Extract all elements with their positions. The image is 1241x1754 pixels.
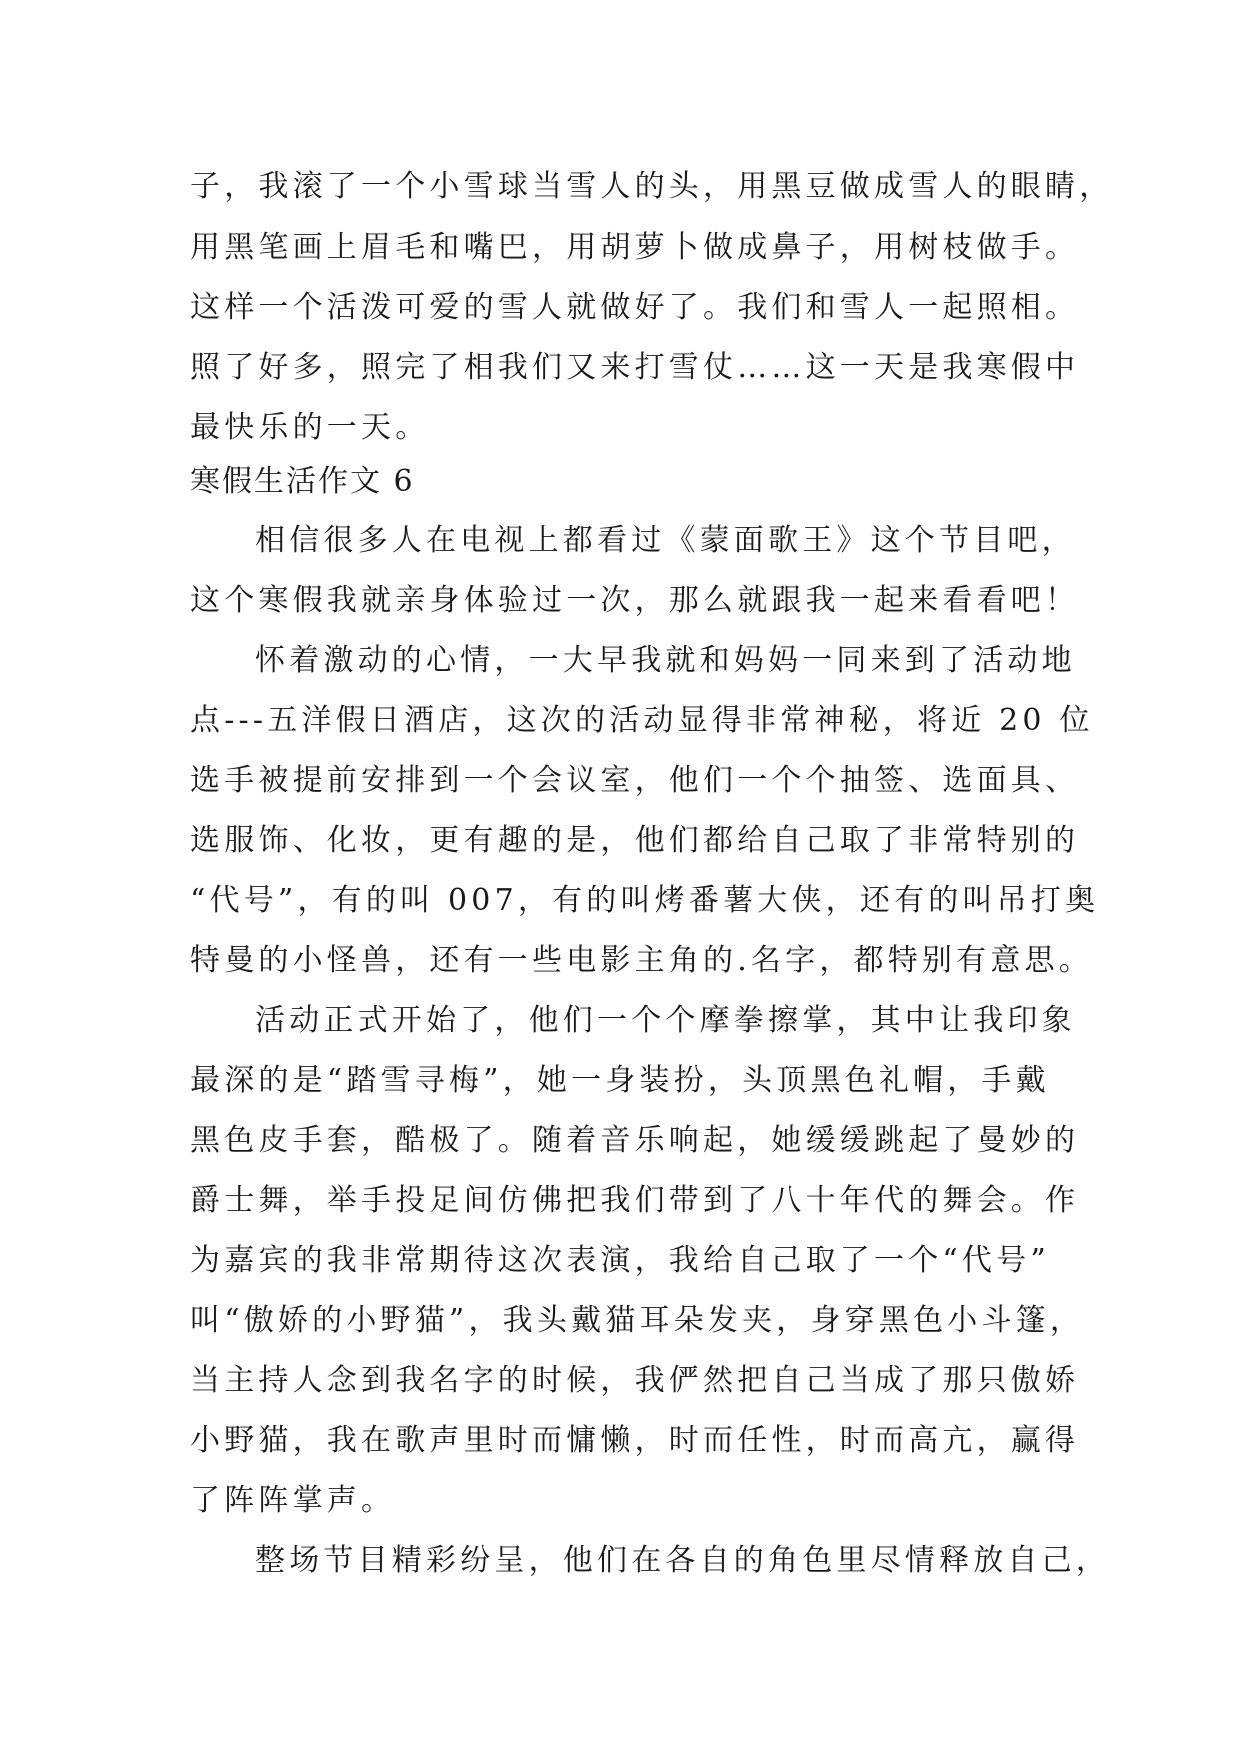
text-line: 选手被提前安排到一个会议室，他们一个个抽签、选面具、 [190, 763, 1080, 798]
text-line: 爵士舞，举手投足间仿佛把我们带到了八十年代的舞会。作 [190, 1183, 1080, 1218]
paragraph-first-line: 相信很多人在电视上都看过《蒙面歌王》这个节目吧， [255, 523, 1076, 558]
text-line: 选服饰、化妆，更有趣的是，他们都给自己取了非常特别的 [190, 823, 1080, 858]
text-line: “代号”，有的叫 007，有的叫烤番薯大侠，还有的叫吊打奥 [190, 883, 1100, 918]
text-line: 当主持人念到我名字的时候，我俨然把自己当成了那只傲娇 [190, 1363, 1080, 1398]
text-line: 特曼的小怪兽，还有一些电影主角的.名字，都特别有意思。 [190, 943, 1093, 978]
paragraph-first-line: 活动正式开始了，他们一个个摩拳擦掌，其中让我印象 [255, 1003, 1076, 1038]
text-line: 了阵阵掌声。 [190, 1483, 396, 1518]
section-heading: 寒假生活作文 6 [190, 464, 415, 499]
text-line: 最深的是“踏雪寻梅”，她一身装扮，头顶黑色礼帽，手戴 [190, 1063, 1050, 1098]
text-line: 最快乐的一天。 [190, 410, 430, 445]
text-line: 这样一个活泼可爱的雪人就做好了。我们和雪人一起照相。 [190, 290, 1080, 325]
paragraph-first-line: 整场节目精彩纷呈，他们在各自的角色里尽情释放自己， [255, 1543, 1110, 1578]
text-line: 这个寒假我就亲身体验过一次，那么就跟我一起来看看吧！ [190, 583, 1080, 618]
text-line: 黑色皮手套，酷极了。随着音乐响起，她缓缓跳起了曼妙的 [190, 1123, 1080, 1158]
text-line: 为嘉宾的我非常期待这次表演，我给自己取了一个“代号” [190, 1243, 1050, 1278]
text-line: 小野猫，我在歌声里时而慵懒，时而任性，时而高亢，赢得 [190, 1423, 1080, 1458]
text-line: 点---五洋假日酒店，这次的活动显得非常神秘，将近 20 位 [190, 703, 1094, 738]
text-line: 叫“傲娇的小野猫”，我头戴猫耳朵发夹，身穿黑色小斗篷， [190, 1303, 1085, 1338]
text-line: 用黑笔画上眉毛和嘴巴，用胡萝卜做成鼻子，用树枝做手。 [190, 230, 1080, 265]
text-line: 子，我滚了一个小雪球当雪人的头，用黑豆做成雪人的眼睛， [190, 169, 1114, 204]
text-line: 照了好多，照完了相我们又来打雪仗……这一天是我寒假中 [190, 350, 1080, 385]
paragraph-first-line: 怀着激动的心情，一大早我就和妈妈一同来到了活动地 [255, 643, 1076, 678]
